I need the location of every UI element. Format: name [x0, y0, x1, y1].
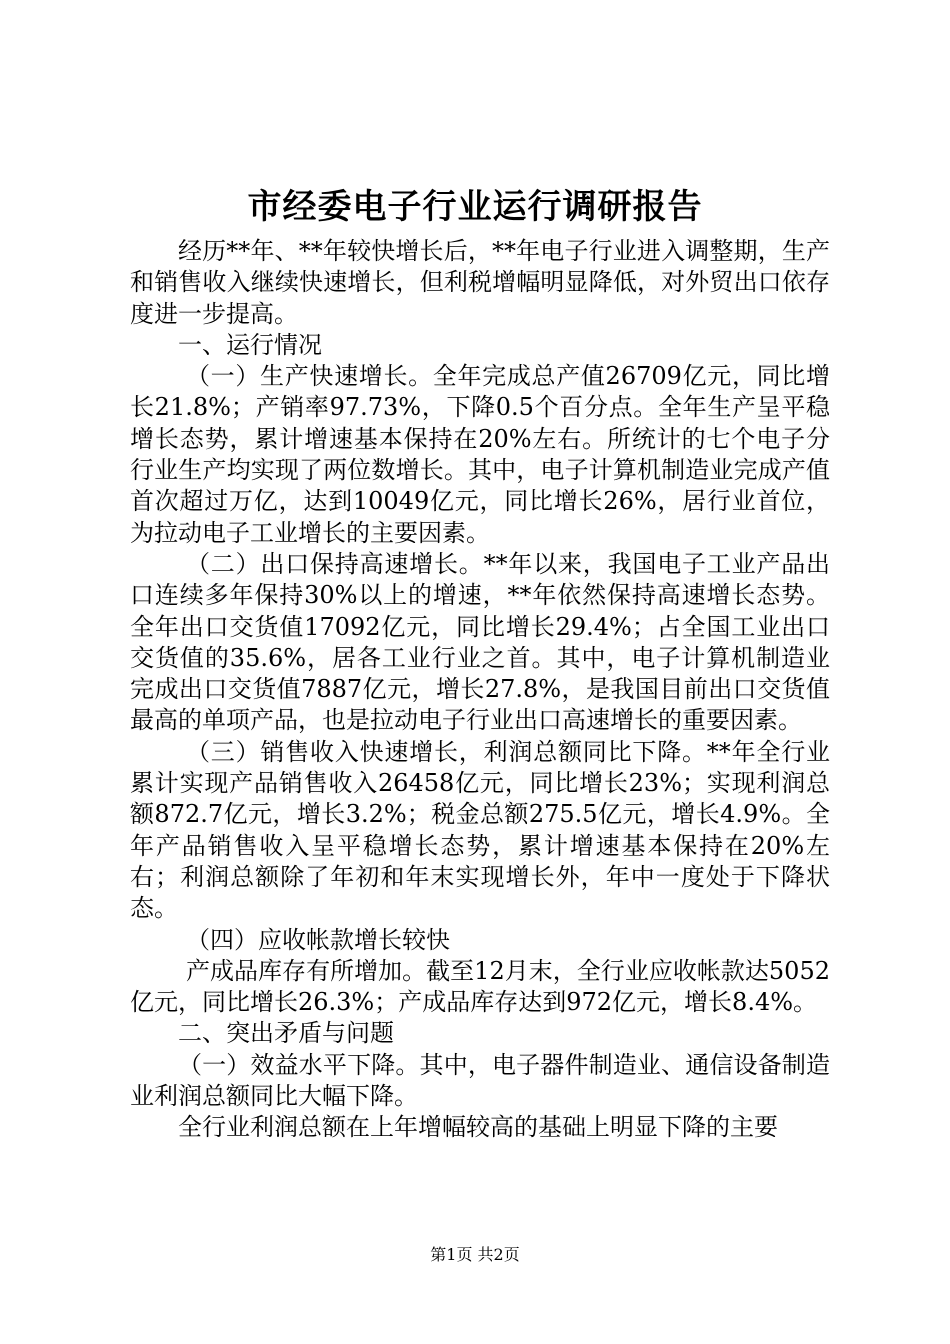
intro-paragraph: 经历**年、**年较快增长后，**年电子行业进入调整期，生产和销售收入继续快速增长，但利税增幅明显降低，对外贸出口依存度进一步提高。: [130, 237, 830, 328]
paragraph-profit-decline: 全行业利润总额在上年增幅较高的基础上明显下降的主要: [178, 1113, 778, 1142]
document-title: 市经委电子行业运行调研报告: [247, 187, 703, 227]
section-heading-operation: 一、运行情况: [178, 330, 322, 359]
paragraph-production: （一）生产快速增长。全年完成总产值26709亿元，同比增长21.8%；产销率97.73%，下降0.5个百分点。全年生产呈平稳增长态势，累计增速基本保持在20%左右。所统计的七个电子分行业生产均实现了两位数增长。其中，电子计算机制造业完成产值首次超过万亿，达到10049亿元，同比增长26%，居行业首位，为拉动电子工业增长的主要因素。: [130, 362, 830, 547]
paragraph-sales: （三）销售收入快速增长，利润总额同比下降。**年全行业累计实现产品销售收入26458亿元，同比增长23%；实现利润总额872.7亿元，增长3.2%；税金总额275.5亿元，增长4.9%。全年产品销售收入呈平稳增长态势，累计增速基本保持在20%左右；利润总额除了年初和年末实现增长外，年中一度处于下降状态。: [130, 737, 830, 923]
paragraph-receivables-heading: （四）应收帐款增长较快: [186, 925, 450, 954]
paragraph-inventory: 产成品库存有所增加。截至12月末，全行业应收帐款达5052亿元，同比增长26.3%；产成品库存达到972亿元，增长8.4%。: [130, 956, 830, 1017]
section-heading-problems: 二、突出矛盾与问题: [178, 1019, 394, 1048]
paragraph-export: （二）出口保持高速增长。**年以来，我国电子工业产品出口连续多年保持30%以上的增速，**年依然保持高速增长态势。全年出口交货值17092亿元，同比增长29.4%；占全国工业出口交货值的35.6%，居各工业行业之首。其中，电子计算机制造业完成出口交货值7887亿元，增长27.8%，是我国目前出口交货值最高的单项产品，也是拉动电子行业出口高速增长的重要因素。: [130, 549, 830, 735]
paragraph-efficiency: （一）效益水平下降。其中，电子器件制造业、通信设备制造业利润总额同比大幅下降。: [130, 1050, 830, 1111]
document-body: [130, 236, 830, 1144]
page-footer: 第1页 共2页: [430, 1245, 520, 1264]
